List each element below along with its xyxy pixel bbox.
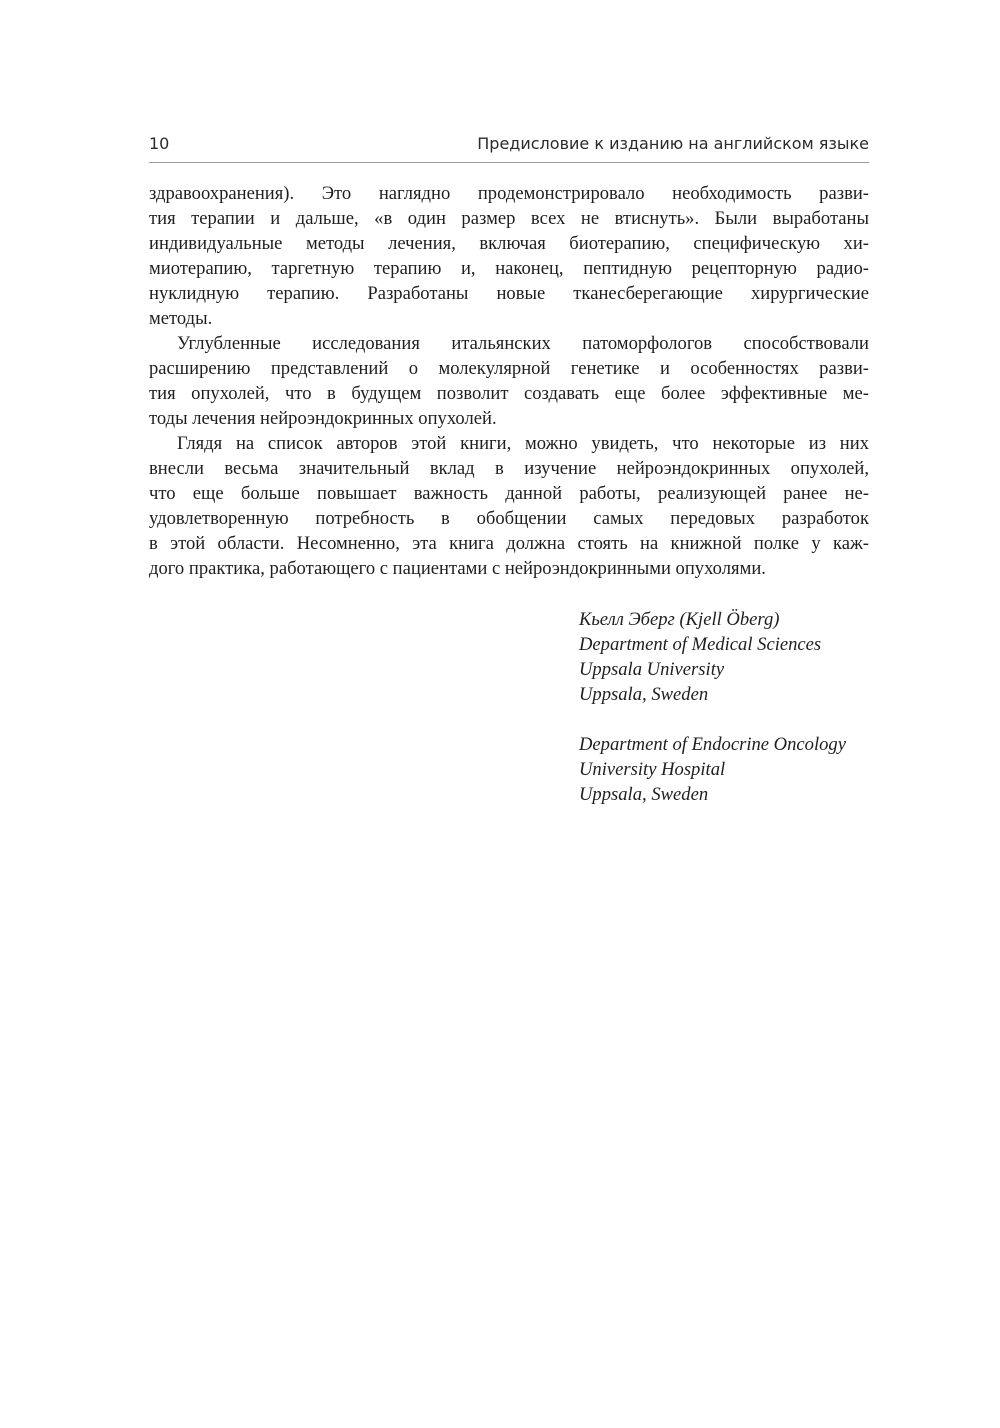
text-line: миотерапию, таргетную терапию и, наконец, пептидную рецепторную радио- bbox=[149, 258, 869, 279]
affiliation-line: Uppsala University bbox=[579, 659, 725, 680]
text-line: Глядя на список авторов этой книги, можно увидеть, что некоторые из них bbox=[177, 433, 869, 454]
running-head bbox=[149, 132, 869, 158]
paragraph-2 bbox=[149, 331, 869, 431]
affiliation-line: Department of Medical Sciences bbox=[579, 634, 822, 655]
text-line: здравоохранения). Это наглядно продемонстрировало необходимость разви- bbox=[149, 183, 869, 204]
text-line: тоды лечения нейроэндокринных опухолей. bbox=[149, 408, 497, 429]
paragraph-3 bbox=[149, 431, 869, 581]
signature-name: Кьелл Эберг (Kjell Öberg) bbox=[579, 609, 780, 630]
text-line: внесли весьма значительный вклад в изучение нейроэндокринных опухолей, bbox=[149, 458, 869, 479]
header-divider bbox=[149, 162, 869, 163]
text-line: индивидуальные методы лечения, включая биотерапию, специфическую хи- bbox=[149, 233, 869, 254]
text-line: нуклидную терапию. Разработаны новые тканесберегающие хирургические bbox=[149, 283, 869, 304]
affiliation-line: University Hospital bbox=[579, 759, 726, 780]
page-number: 10 bbox=[149, 134, 170, 153]
text-line: тия опухолей, что в будущем позволит создавать еще более эффективные ме- bbox=[149, 383, 869, 404]
affiliation-line: Uppsala, Sweden bbox=[579, 784, 709, 805]
text-line: удовлетворенную потребность в обобщении самых передовых разработок bbox=[149, 508, 869, 529]
text-line: дого практика, работающего с пациентами с нейроэндокринными опухолями. bbox=[149, 558, 766, 579]
affiliation-line: Uppsala, Sweden bbox=[579, 684, 709, 705]
paragraph-1 bbox=[149, 181, 869, 331]
text-line: в этой области. Несомненно, эта книга должна стоять на книжной полке у каж- bbox=[149, 533, 869, 554]
body-text bbox=[149, 181, 869, 581]
text-line: что еще больше повышает важность данной работы, реализующей ранее не- bbox=[149, 483, 869, 504]
text-line: тия терапии и дальше, «в один размер всех не втиснуть». Были выработаны bbox=[149, 208, 869, 229]
affiliation-line: Department of Endocrine Oncology bbox=[579, 734, 846, 755]
text-line: Углубленные исследования итальянских патоморфологов способствовали bbox=[177, 333, 869, 354]
text-line: методы. bbox=[149, 308, 213, 329]
running-title: Предисловие к изданию на английском языке bbox=[477, 134, 869, 153]
signature-spacer bbox=[579, 707, 846, 732]
text-line: расширению представлений о молекулярной генетике и особенностях разви- bbox=[149, 358, 869, 379]
signature-block bbox=[579, 607, 846, 807]
